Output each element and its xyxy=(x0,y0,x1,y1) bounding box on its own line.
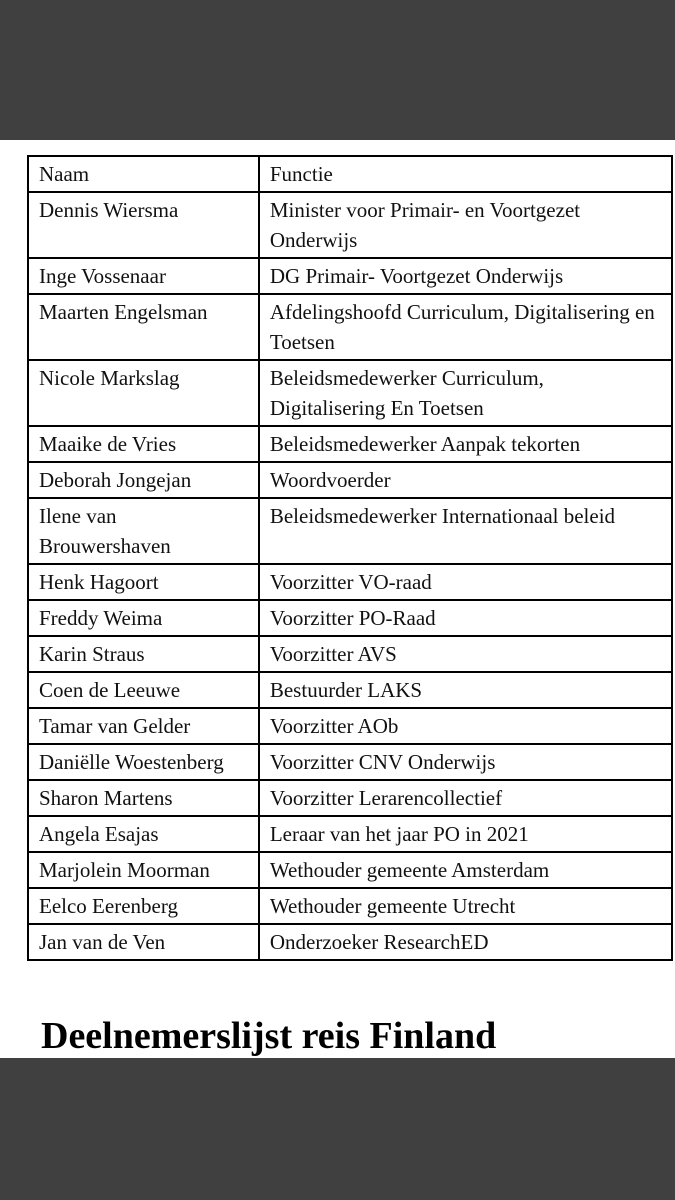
table-row xyxy=(28,294,672,360)
cell-naam: Maaike de Vries xyxy=(28,426,259,462)
cell-naam: Henk Hagoort xyxy=(28,564,259,600)
cell-functie: Wethouder gemeente Utrecht xyxy=(259,888,672,924)
cell-functie: DG Primair- Voortgezet Onderwijs xyxy=(259,258,672,294)
table-row xyxy=(28,192,672,258)
cell-naam: Daniëlle Woestenberg xyxy=(28,744,259,780)
table-row xyxy=(28,600,672,636)
cell-naam: Nicole Markslag xyxy=(28,360,259,426)
cell-naam: Deborah Jongejan xyxy=(28,462,259,498)
cell-functie: Voorzitter VO-raad xyxy=(259,564,672,600)
cell-naam: Dennis Wiersma xyxy=(28,192,259,258)
header-naam: Naam xyxy=(28,156,259,192)
cell-naam: Coen de Leeuwe xyxy=(28,672,259,708)
cell-functie: Voorzitter CNV Onderwijs xyxy=(259,744,672,780)
cell-functie: Voorzitter PO-Raad xyxy=(259,600,672,636)
document-caption: Deelnemerslijst reis Finland xyxy=(41,1015,497,1057)
table-row xyxy=(28,888,672,924)
document-page xyxy=(0,140,675,1058)
cell-naam: Maarten Engelsman xyxy=(28,294,259,360)
top-dark-band xyxy=(0,0,675,140)
cell-functie: Voorzitter AVS xyxy=(259,636,672,672)
cell-naam: Jan van de Ven xyxy=(28,924,259,960)
cell-naam: Tamar van Gelder xyxy=(28,708,259,744)
table-row xyxy=(28,564,672,600)
cell-naam: Ilene van Brouwershaven xyxy=(28,498,259,564)
table-row xyxy=(28,258,672,294)
table-row xyxy=(28,636,672,672)
table-row xyxy=(28,924,672,960)
cell-naam: Karin Straus xyxy=(28,636,259,672)
cell-functie: Woordvoerder xyxy=(259,462,672,498)
cell-functie: Beleidsmedewerker Curriculum, Digitalisering En Toetsen xyxy=(259,360,672,426)
table-row xyxy=(28,462,672,498)
table-row xyxy=(28,498,672,564)
cell-functie: Minister voor Primair- en Voortgezet Onderwijs xyxy=(259,192,672,258)
participants-table xyxy=(27,155,673,961)
cell-naam: Marjolein Moorman xyxy=(28,852,259,888)
cell-naam: Inge Vossenaar xyxy=(28,258,259,294)
cell-functie: Voorzitter AOb xyxy=(259,708,672,744)
table-row xyxy=(28,816,672,852)
cell-functie: Beleidsmedewerker Internationaal beleid xyxy=(259,498,672,564)
header-functie: Functie xyxy=(259,156,672,192)
table-row xyxy=(28,744,672,780)
cell-functie: Leraar van het jaar PO in 2021 xyxy=(259,816,672,852)
cell-naam: Eelco Eerenberg xyxy=(28,888,259,924)
table-row xyxy=(28,360,672,426)
cell-naam: Angela Esajas xyxy=(28,816,259,852)
table-row xyxy=(28,672,672,708)
cell-functie: Beleidsmedewerker Aanpak tekorten xyxy=(259,426,672,462)
cell-functie: Bestuurder LAKS xyxy=(259,672,672,708)
cell-functie: Voorzitter Lerarencollectief xyxy=(259,780,672,816)
table-row xyxy=(28,780,672,816)
bottom-dark-band xyxy=(0,1058,675,1200)
table-row xyxy=(28,852,672,888)
cell-functie: Onderzoeker ResearchED xyxy=(259,924,672,960)
cell-naam: Sharon Martens xyxy=(28,780,259,816)
table-row xyxy=(28,708,672,744)
cell-functie: Wethouder gemeente Amsterdam xyxy=(259,852,672,888)
table-row xyxy=(28,426,672,462)
cell-functie: Afdelingshoofd Curriculum, Digitalisering en Toetsen xyxy=(259,294,672,360)
table-header-row xyxy=(28,156,672,192)
cell-naam: Freddy Weima xyxy=(28,600,259,636)
